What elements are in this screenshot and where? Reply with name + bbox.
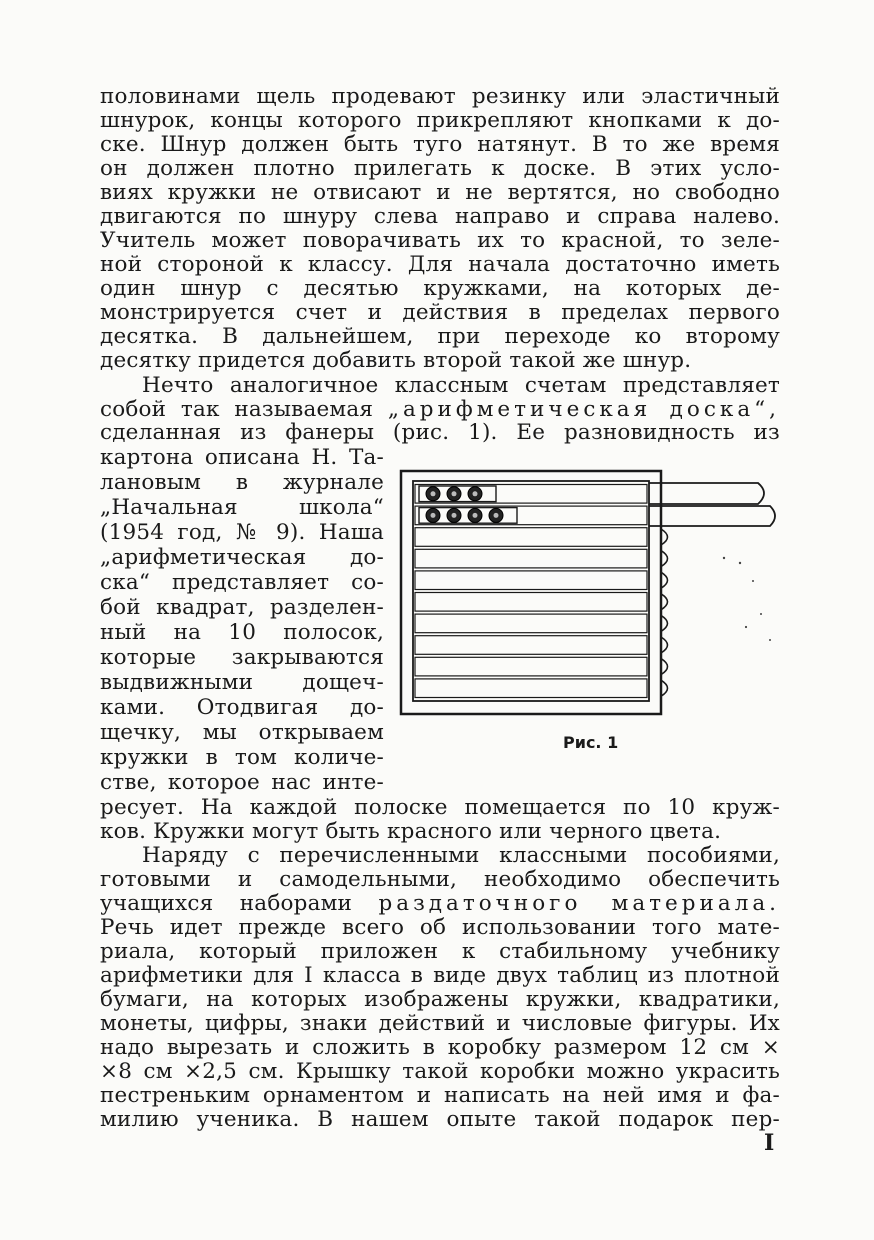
text-line: которые закрываются — [100, 645, 384, 670]
text-line: стве, которое нас инте- — [100, 770, 384, 795]
text-line: (1954 год, № 9). Наша — [100, 520, 384, 545]
board-strip — [415, 593, 647, 612]
text-line: десятка. В дальнейшем, при переходе ко второму — [100, 324, 780, 349]
text-run: учащихся наборами — [100, 891, 379, 916]
board-strip — [415, 571, 647, 590]
figure-caption: Рис. 1 — [563, 733, 619, 752]
bead-highlight — [431, 513, 436, 518]
text-line: ками. Отодвигая до- — [100, 695, 384, 720]
text-line: бумаги, на которых изображены кружки, квадратики, — [100, 987, 780, 1012]
text-line: двигаются по шнуру слева направо и справа налево. — [100, 204, 780, 229]
bead-highlight — [494, 513, 499, 518]
print-specks — [706, 466, 771, 641]
board-strip — [415, 528, 647, 547]
text-line: десятку придется добавить второй такой же шнур. — [100, 348, 692, 373]
text-line: Речь идет прежде всего об использовании того мате- — [100, 915, 780, 940]
text-line: один шнур с десятью кружками, на которых де- — [100, 276, 780, 301]
text-line: виях кружки не отвисают и не вертятся, но свободно — [100, 180, 780, 205]
text-line: лановым в журнале — [100, 470, 384, 495]
bead-highlight — [473, 491, 478, 496]
page-number: I — [764, 1130, 775, 1156]
text-line: милию ученика. В нашем опыте такой подарок пер- — [100, 1107, 780, 1132]
text-line — [100, 891, 780, 917]
board-strip — [415, 657, 647, 676]
pulled-slat — [649, 506, 775, 526]
text-line: половинами щель продевают резинку или эластичный — [100, 84, 780, 109]
board-strip — [415, 636, 647, 655]
bead-group — [419, 486, 517, 523]
text-line: ресует. На каждой полоске помещается по 10 круж- — [100, 795, 780, 820]
term-arithmetic-board: „арифметическая доска“, — [387, 397, 780, 422]
text-line: ной стороной к классу. Для начала достаточно иметь — [100, 252, 780, 277]
text-line: пестреньким орнаментом и написать на ней имя и фа- — [100, 1083, 780, 1108]
board-strip — [415, 549, 647, 568]
bead-highlight — [452, 513, 457, 518]
text-run: собой так называемая — [100, 397, 388, 422]
text-line: ска“ представляет со- — [100, 570, 384, 595]
text-line: Учитель может поворачивать их то красной, то зеле- — [100, 228, 780, 253]
text-line: он должен плотно прилегать к доске. В этих усло- — [100, 156, 780, 181]
text-line: „Начальная школа“ — [100, 495, 384, 520]
board-strip — [415, 679, 647, 698]
figure-arithmetic-board — [398, 466, 778, 766]
text-line: монстрируется счет и действия в пределах первого — [100, 300, 780, 325]
board-strip — [415, 614, 647, 633]
text-line: выдвижными дощеч- — [100, 670, 384, 695]
text-line: ков. Кружки могут быть красного или черного цвета. — [100, 819, 722, 844]
bead-highlight — [473, 513, 478, 518]
text-line: ный на 10 полосок, — [100, 620, 384, 645]
pulled-slat — [649, 483, 764, 504]
text-line: арифметики для I класса в виде двух таблиц из плотной — [100, 963, 780, 988]
bead-highlight — [452, 491, 457, 496]
text-line: Нечто аналогичное классным счетам представляет — [142, 373, 780, 398]
text-line: надо вырезать и сложить в коробку размером 12 см × — [100, 1035, 780, 1060]
text-line: монеты, цифры, знаки действий и числовые фигуры. Их — [100, 1011, 780, 1036]
term-handout-material: раздаточного материала. — [378, 891, 780, 916]
text-line: ×8 см ×2,5 см. Крышку такой коробки можно украсить — [100, 1059, 780, 1084]
text-line: сделанная из фанеры (рис. 1). Ее разновидность из — [100, 420, 780, 445]
text-line: готовыми и самодельными, необходимо обеспечить — [100, 867, 780, 892]
bead-highlight — [431, 491, 436, 496]
text-line: риала, который приложен к стабильному учебнику — [100, 939, 780, 964]
text-line: щечку, мы открываем — [100, 720, 384, 745]
text-line: ске. Шнур должен быть туго натянут. В то же время — [100, 132, 780, 157]
text-line: „арифметическая до- — [100, 545, 384, 570]
text-line: Наряду с перечисленными классными пособиями, — [142, 843, 780, 868]
text-line: кружки в том количе- — [100, 745, 384, 770]
text-line: бой квадрат, разделен- — [100, 595, 384, 620]
text-line: шнурок, концы которого прикрепляют кнопками к до- — [100, 108, 780, 133]
text-line: картона описана Н. Та- — [100, 445, 384, 470]
